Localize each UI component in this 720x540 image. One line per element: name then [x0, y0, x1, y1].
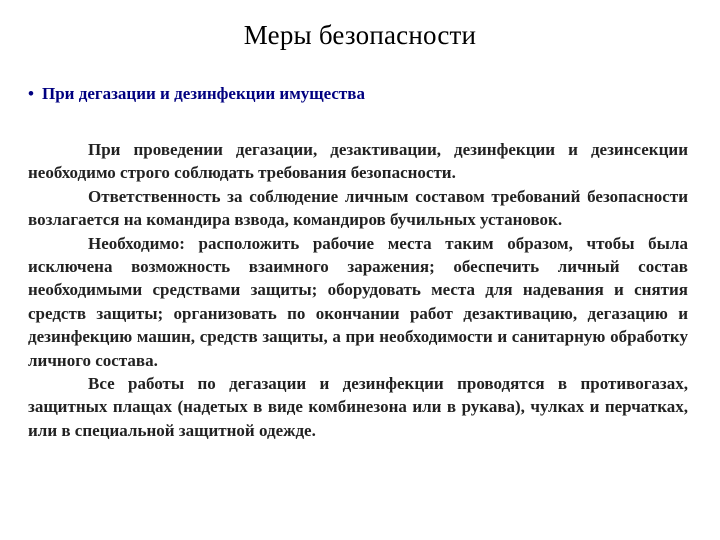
paragraph-3: Необходимо: расположить рабочие места таким образом, чтобы была исключена возможность взаимного заражения; обеспечить личный состав необходимыми средствами защиты; оборудовать места для надевания и снятия средств защиты; организовать по окончании работ дезактивацию, дегазацию и дезинфекцию машин, средств защиты, а при необходимости и санитарную обработку личного состава. — [28, 233, 688, 370]
bullet-icon: • — [28, 84, 34, 103]
bullet-heading-text: При дегазации и дезинфекции имущества — [42, 84, 365, 103]
bullet-heading — [28, 84, 365, 104]
slide-title: Меры безопасности — [243, 20, 477, 50]
paragraph-4: Все работы по дегазации и дезинфекции проводятся в противогазах, защитных плащах (надетых в виде комбинезона или в рукава), чулках и перчатках, или в специальной защитной одежде. — [28, 374, 688, 440]
paragraph-1: При проведении дегазации, дезактивации, дезинфекции и дезинсекции необходимо строго соблюдать требования безопасности. — [28, 140, 688, 183]
paragraph-2: Ответственность за соблюдение личным составом требований безопасности возлагается на командира взвода, командиров бучильных установок. — [28, 186, 688, 230]
body-text — [28, 138, 688, 442]
